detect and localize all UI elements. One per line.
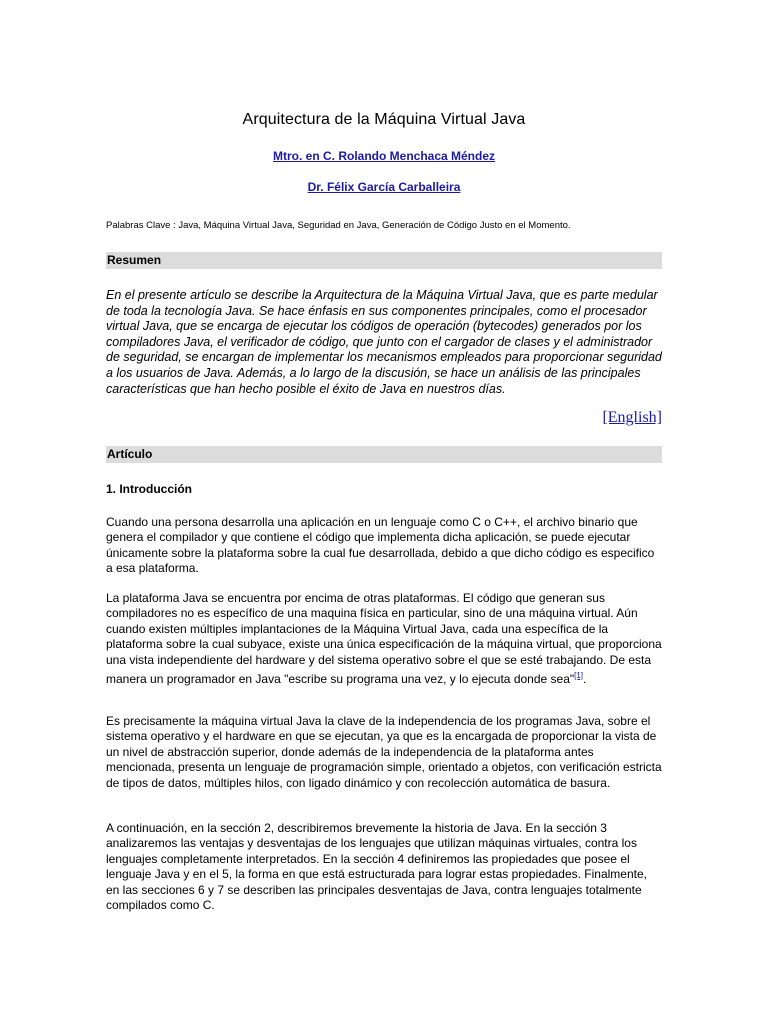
keywords-line: Palabras Clave : Java, Máquina Virtual Java, Seguridad en Java, Generación de Código Justo en el Momento.	[106, 220, 571, 231]
abstract-text: En el presente artículo se describe la Arquitectura de la Máquina Virtual Java, que es parte medular de toda la tecnología Java. Se hace énfasis en sus componentes principales, como el procesador virtual Java, que se encarga de ejecutar los códigos de operación (bytecodes) generados por los compiladores Java, el verificador de código, que junto con el cargador de clases y el administrador de seguridad, se encargan de implementar los mecanismos empleados para proporcionar seguridad a los usuarios de Java. Además, a lo largo de la discusión, se hace un análisis de las principales características que han hecho posible el éxito de Java en nuestros días.	[106, 288, 662, 396]
footnote-reference-link[interactable]: [1]	[574, 671, 584, 681]
author-link-garcia[interactable]: Dr. Félix García Carballeira	[307, 180, 461, 194]
introduction-heading: 1. Introducción	[106, 482, 193, 496]
paragraph-2	[106, 591, 662, 687]
paragraph-2-text: La plataforma Java se encuentra por encima de otras plataformas. El código que generan sus compiladores no es específico de una maquina física en particular, sino de una máquina virtual. Aún cuando existen múltiples implantaciones de la Máquina Virtual Java, cada una específica de la plataforma sobre la cual subyace, existe una única especificación de la máquina virtual, que proporciona una vista independiente del hardware y del sistema operativo sobre el que se esté trabajando. De esta manera un programador en Java "escribe su programa una vez, y lo ejecuta donde sea"	[106, 591, 662, 687]
paragraph-3: Es precisamente la máquina virtual Java la clave de la independencia de los programas Java, sobre el sistema operativo y el hardware en que se ejecutan, ya que es la encargada de proporcionar la vista de un nivel de abstracción superior, donde además de la independencia de la plataforma antes mencionada, presenta un lenguaje de programación simple, orientado a objetos, con verificación estricta de tipos de datos, múltiples hilos, con ligado dinámico y con recolección automática de basura.	[106, 714, 662, 790]
paragraph-4: A continuación, en la sección 2, describiremos brevemente la historia de Java. En la sección 3 analizaremos las ventajas y desventajas de los lenguajes que utilizan máquinas virtuales, contra los lenguajes completamente interpretados. En la sección 4 definiremos las propiedades que posee el lenguaje Java y en el 5, la forma en que está estructurada para lograr estas propiedades. Finalmente, en las secciones 6 y 7 se describen las principales desventajas de Java, contra lenguajes totalmente compilados como C.	[106, 821, 647, 913]
paragraph-2-end: .	[583, 672, 587, 687]
author-link-menchaca[interactable]: Mtro. en C. Rolando Menchaca Méndez	[272, 149, 496, 163]
article-title: Arquitectura de la Máquina Virtual Java	[242, 111, 526, 128]
section-header-resumen: Resumen	[106, 252, 662, 269]
paragraph-1: Cuando una persona desarrolla una aplicación en un lenguaje como C o C++, el archivo binario que genera el compilador y que contiene el código que implementa dicha aplicación, se puede ejecutar únicamente sobre la plataforma sobre la cual fue desarrollada, debido a que dicho código es especifico a esa plataforma.	[106, 515, 655, 576]
section-header-articulo: Artículo	[106, 446, 662, 463]
english-version-link[interactable]: [English]	[602, 409, 662, 426]
